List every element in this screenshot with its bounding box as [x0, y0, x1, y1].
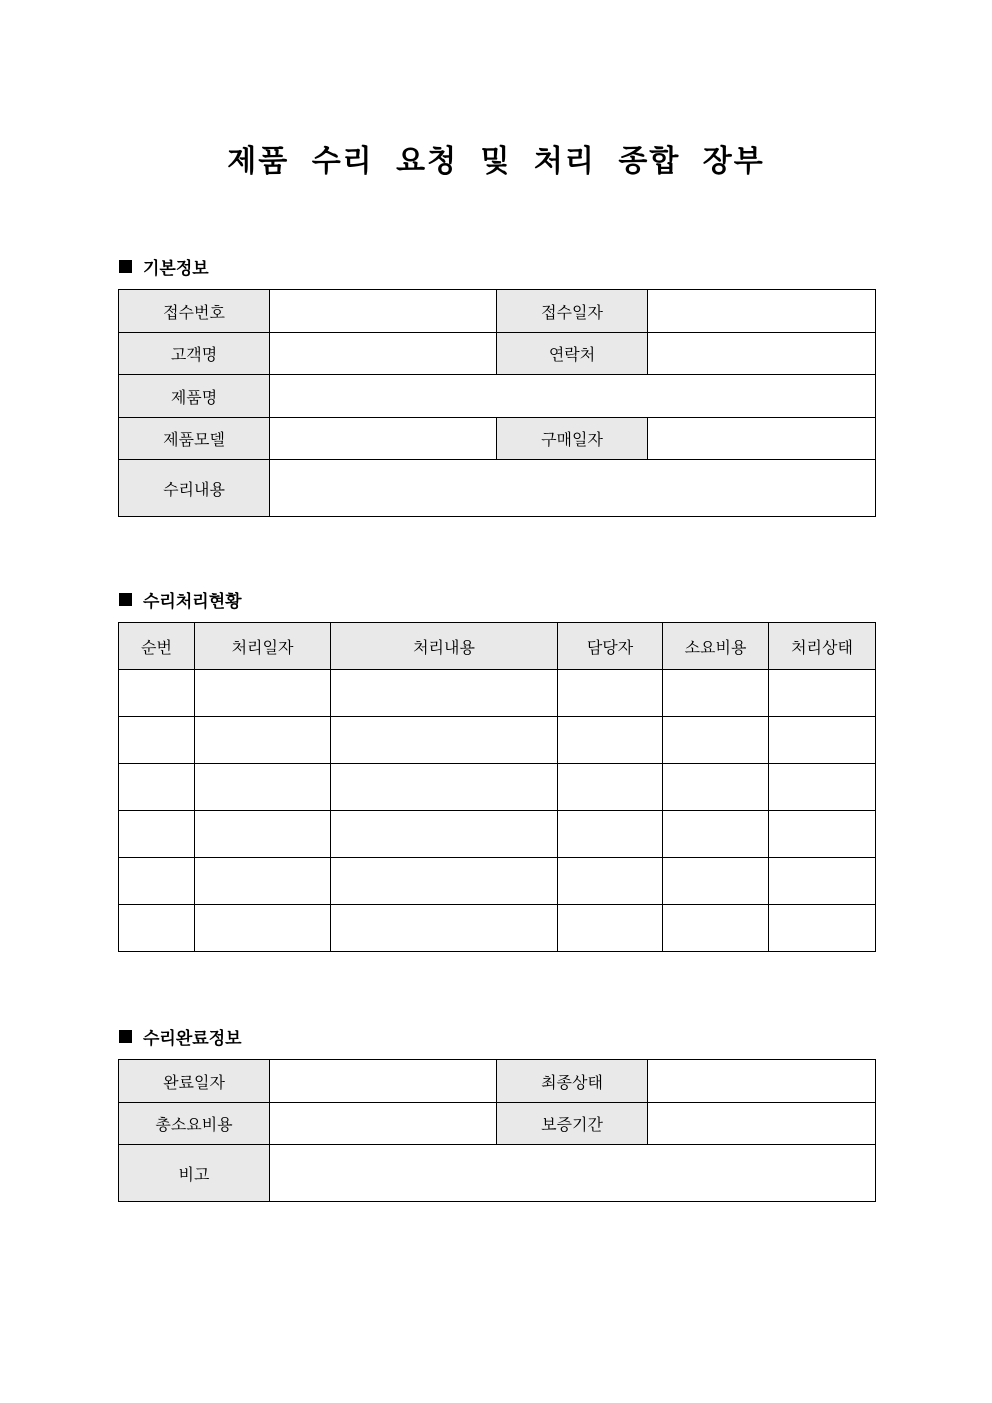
cell-cost[interactable]	[663, 858, 769, 905]
cell-assignee[interactable]	[558, 764, 663, 811]
cell-status[interactable]	[769, 717, 876, 764]
square-bullet-icon	[119, 593, 132, 606]
label-product-model: 제품모델	[119, 418, 270, 460]
column-header-process-date: 처리일자	[195, 623, 331, 670]
column-header-assignee: 담당자	[558, 623, 663, 670]
basic-info-table	[118, 289, 876, 517]
cell-assignee[interactable]	[558, 905, 663, 952]
cell-assignee[interactable]	[558, 858, 663, 905]
cell-cost[interactable]	[663, 717, 769, 764]
table-row	[119, 717, 876, 764]
cell-seq[interactable]	[119, 811, 195, 858]
cell-cost[interactable]	[663, 905, 769, 952]
square-bullet-icon	[119, 260, 132, 273]
label-product-name: 제품명	[119, 375, 270, 418]
label-receipt-date: 접수일자	[497, 290, 648, 333]
cell-status[interactable]	[769, 905, 876, 952]
field-contact[interactable]	[648, 333, 876, 375]
field-product-name[interactable]	[270, 375, 876, 418]
label-final-status: 최종상태	[497, 1060, 648, 1103]
cell-process-details[interactable]	[331, 858, 558, 905]
column-header-status: 처리상태	[769, 623, 876, 670]
cell-cost[interactable]	[663, 811, 769, 858]
cell-status[interactable]	[769, 858, 876, 905]
field-warranty-period[interactable]	[648, 1103, 876, 1145]
label-warranty-period: 보증기간	[497, 1103, 648, 1145]
field-receipt-date[interactable]	[648, 290, 876, 333]
section-heading-basic-info	[119, 254, 209, 279]
label-contact: 연락처	[497, 333, 648, 375]
table-row	[119, 905, 876, 952]
label-total-cost: 총소요비용	[119, 1103, 270, 1145]
cell-status[interactable]	[769, 670, 876, 717]
field-total-cost[interactable]	[270, 1103, 497, 1145]
label-repair-details: 수리내용	[119, 460, 270, 517]
label-receipt-no: 접수번호	[119, 290, 270, 333]
cell-assignee[interactable]	[558, 670, 663, 717]
table-row	[119, 811, 876, 858]
label-customer-name: 고객명	[119, 333, 270, 375]
section-heading-text: 기본정보	[143, 259, 209, 279]
cell-process-date[interactable]	[195, 717, 331, 764]
field-remarks[interactable]	[270, 1145, 876, 1202]
cell-process-details[interactable]	[331, 811, 558, 858]
section-heading-text: 수리처리현황	[143, 592, 242, 612]
cell-seq[interactable]	[119, 858, 195, 905]
label-purchase-date: 구매일자	[497, 418, 648, 460]
field-purchase-date[interactable]	[648, 418, 876, 460]
section-heading-completion-info	[119, 1024, 242, 1049]
label-remarks: 비고	[119, 1145, 270, 1202]
label-completion-date: 완료일자	[119, 1060, 270, 1103]
cell-seq[interactable]	[119, 905, 195, 952]
cell-process-details[interactable]	[331, 764, 558, 811]
cell-cost[interactable]	[663, 764, 769, 811]
repair-status-table	[118, 622, 876, 952]
cell-seq[interactable]	[119, 717, 195, 764]
table-row	[119, 858, 876, 905]
table-row	[119, 670, 876, 717]
field-receipt-no[interactable]	[270, 290, 497, 333]
cell-assignee[interactable]	[558, 811, 663, 858]
document-title: 제품 수리 요청 및 처리 종합 장부	[227, 144, 765, 179]
completion-info-table	[118, 1059, 876, 1202]
cell-process-date[interactable]	[195, 858, 331, 905]
cell-status[interactable]	[769, 764, 876, 811]
field-final-status[interactable]	[648, 1060, 876, 1103]
field-repair-details[interactable]	[270, 460, 876, 517]
cell-process-date[interactable]	[195, 811, 331, 858]
cell-process-details[interactable]	[331, 905, 558, 952]
cell-process-date[interactable]	[195, 905, 331, 952]
cell-seq[interactable]	[119, 670, 195, 717]
cell-status[interactable]	[769, 811, 876, 858]
table-row	[119, 764, 876, 811]
cell-process-date[interactable]	[195, 764, 331, 811]
cell-process-details[interactable]	[331, 717, 558, 764]
cell-process-details[interactable]	[331, 670, 558, 717]
field-customer-name[interactable]	[270, 333, 497, 375]
square-bullet-icon	[119, 1030, 132, 1043]
cell-seq[interactable]	[119, 764, 195, 811]
cell-assignee[interactable]	[558, 717, 663, 764]
column-header-seq: 순번	[119, 623, 195, 670]
field-completion-date[interactable]	[270, 1060, 497, 1103]
column-header-process-details: 처리내용	[331, 623, 558, 670]
section-heading-text: 수리완료정보	[143, 1029, 242, 1049]
cell-cost[interactable]	[663, 670, 769, 717]
section-heading-repair-status	[119, 587, 242, 612]
field-product-model[interactable]	[270, 418, 497, 460]
cell-process-date[interactable]	[195, 670, 331, 717]
column-header-cost: 소요비용	[663, 623, 769, 670]
